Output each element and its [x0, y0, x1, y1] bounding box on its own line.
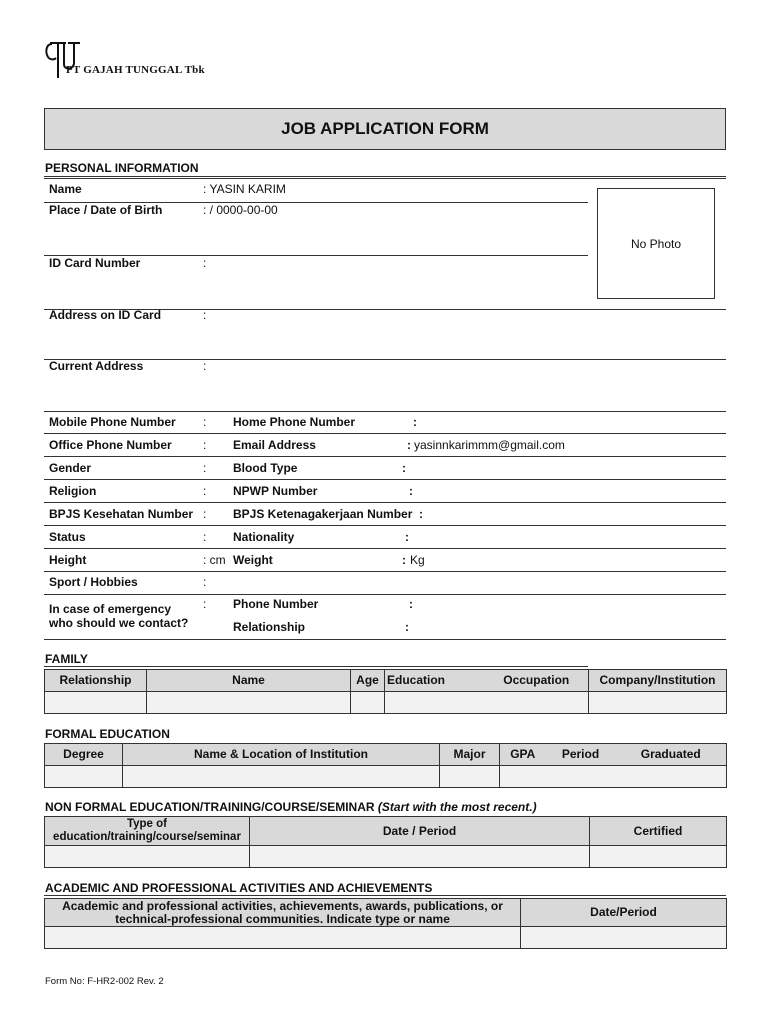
family-cell[interactable] [351, 692, 385, 714]
divider [44, 359, 726, 360]
education-cell[interactable] [500, 766, 727, 788]
gender-value[interactable]: : [203, 461, 207, 475]
section-formal-education: FORMAL EDUCATION [45, 727, 170, 741]
table-row [45, 766, 727, 788]
education-header-degree: Degree [45, 744, 123, 766]
form-number: Form No: F-HR2-002 Rev. 2 [45, 976, 164, 987]
bpjs-ketenagakerjaan-value[interactable]: : [419, 507, 423, 521]
family-header-occupation: Occupation [485, 670, 589, 692]
emergency-phone-value[interactable]: : [409, 597, 413, 611]
religion-value[interactable]: : [203, 484, 207, 498]
education-cell[interactable] [123, 766, 440, 788]
place-date-of-birth-label: Place / Date of Birth [49, 203, 163, 217]
place-date-of-birth-value[interactable]: : / 0000-00-00 [203, 203, 278, 217]
non-formal-table [44, 816, 727, 868]
family-header-relationship: Relationship [45, 670, 147, 692]
emergency-value[interactable]: : [203, 597, 207, 611]
npwp-label: NPWP Number [233, 484, 318, 498]
divider [44, 178, 726, 179]
family-cell[interactable] [385, 692, 589, 714]
mobile-phone-value[interactable]: : [203, 415, 207, 429]
non-formal-header-date: Date / Period [250, 817, 590, 846]
mobile-phone-label: Mobile Phone Number [49, 415, 176, 429]
academic-table [44, 898, 727, 949]
email-colon: : [407, 438, 411, 452]
emergency-relationship-label: Relationship [233, 620, 306, 634]
education-cell[interactable] [45, 766, 123, 788]
home-phone-value[interactable]: : [413, 415, 417, 429]
education-header-period: Period [546, 744, 616, 766]
divider [44, 525, 726, 526]
non-formal-note: (Start with the most recent.) [377, 800, 537, 814]
weight-label: Weight [233, 553, 273, 567]
divider [44, 895, 726, 896]
divider [44, 479, 726, 480]
bpjs-ketenagakerjaan-label: BPJS Ketenagakerjaan Number [233, 507, 413, 521]
office-phone-label: Office Phone Number [49, 438, 172, 452]
divider [44, 639, 726, 640]
divider [44, 571, 726, 572]
nationality-label: Nationality [233, 530, 295, 544]
section-academic-activities: ACADEMIC AND PROFESSIONAL ACTIVITIES AND ACHIEVEMENTS [45, 881, 433, 895]
emergency-phone-label: Phone Number [233, 597, 319, 611]
home-phone-label: Home Phone Number [233, 415, 356, 429]
weight-colon: : [402, 553, 406, 567]
bpjs-kesehatan-value[interactable]: : [203, 507, 207, 521]
blood-type-value[interactable]: : [402, 461, 406, 475]
status-label: Status [49, 530, 86, 544]
family-header-name: Name [147, 670, 351, 692]
section-personal-information: PERSONAL INFORMATION [45, 161, 199, 175]
education-header-gpa: GPA [500, 744, 546, 766]
gender-label: Gender [49, 461, 92, 475]
family-cell[interactable] [147, 692, 351, 714]
emergency-label-line-1: In case of emergency [49, 602, 172, 616]
emergency-label-line-2: who should we contact? [49, 616, 189, 630]
family-header-company: Company/Institution [589, 670, 727, 692]
education-header-graduated: Graduated [616, 744, 727, 766]
weight-value[interactable]: Kg [410, 553, 425, 567]
family-header-education: Education [385, 670, 485, 692]
sport-hobbies-value[interactable]: : [203, 575, 207, 589]
academic-header-date-period: Date/Period [521, 899, 727, 927]
email-label: Email Address [233, 438, 316, 452]
nationality-value[interactable]: : [405, 530, 409, 544]
section-family: FAMILY [45, 652, 88, 666]
non-formal-header-type: Type of education/training/course/seminar [45, 817, 250, 846]
non-formal-cell[interactable] [45, 846, 250, 868]
education-cell[interactable] [440, 766, 500, 788]
family-table [44, 669, 727, 714]
non-formal-title: NON FORMAL EDUCATION/TRAINING/COURSE/SEMINAR [45, 800, 375, 814]
academic-cell[interactable] [45, 927, 521, 949]
academic-header-activities: Academic and professional activities, achievements, awards, publications, or technical-professional communities. Indicate type or name [45, 899, 521, 927]
education-header-institution: Name & Location of Institution [123, 744, 440, 766]
academic-cell[interactable] [521, 927, 727, 949]
divider [44, 666, 588, 667]
npwp-value[interactable]: : [409, 484, 413, 498]
sport-hobbies-label: Sport / Hobbies [49, 575, 138, 589]
divider [44, 502, 726, 503]
name-value[interactable]: : YASIN KARIM [203, 182, 286, 196]
section-non-formal-education [45, 800, 537, 814]
divider [44, 411, 726, 412]
table-row [45, 692, 727, 714]
education-header-major: Major [440, 744, 500, 766]
non-formal-cell[interactable] [590, 846, 727, 868]
table-row [45, 846, 727, 868]
non-formal-cell[interactable] [250, 846, 590, 868]
non-formal-header-certified: Certified [590, 817, 727, 846]
address-on-id-card-label: Address on ID Card [49, 308, 162, 322]
height-value[interactable]: : cm [203, 553, 226, 567]
divider [44, 433, 726, 434]
id-card-number-value[interactable]: : [203, 256, 207, 270]
address-on-id-card-value[interactable]: : [203, 308, 207, 322]
table-row [45, 927, 727, 949]
divider [44, 594, 726, 595]
height-label: Height [49, 553, 87, 567]
blood-type-label: Blood Type [233, 461, 298, 475]
family-header-age: Age [351, 670, 385, 692]
emergency-relationship-value[interactable]: : [405, 620, 409, 634]
name-label: Name [49, 182, 82, 196]
office-phone-value[interactable]: : [203, 438, 207, 452]
divider [44, 456, 726, 457]
family-cell[interactable] [589, 692, 727, 714]
current-address-label: Current Address [49, 359, 144, 373]
family-cell[interactable] [45, 692, 147, 714]
divider [44, 176, 726, 177]
id-card-number-label: ID Card Number [49, 256, 141, 270]
company-name: PT GAJAH TUNGGAL Tbk [66, 64, 205, 76]
status-value[interactable]: : [203, 530, 207, 544]
photo-box: No Photo [597, 188, 715, 299]
form-title: JOB APPLICATION FORM [44, 108, 726, 150]
divider [44, 548, 726, 549]
formal-education-table [44, 743, 727, 788]
religion-label: Religion [49, 484, 97, 498]
email-value[interactable]: yasinnkarimmm@gmail.com [414, 438, 565, 452]
bpjs-kesehatan-label: BPJS Kesehatan Number [49, 507, 194, 521]
current-address-value[interactable]: : [203, 359, 207, 373]
